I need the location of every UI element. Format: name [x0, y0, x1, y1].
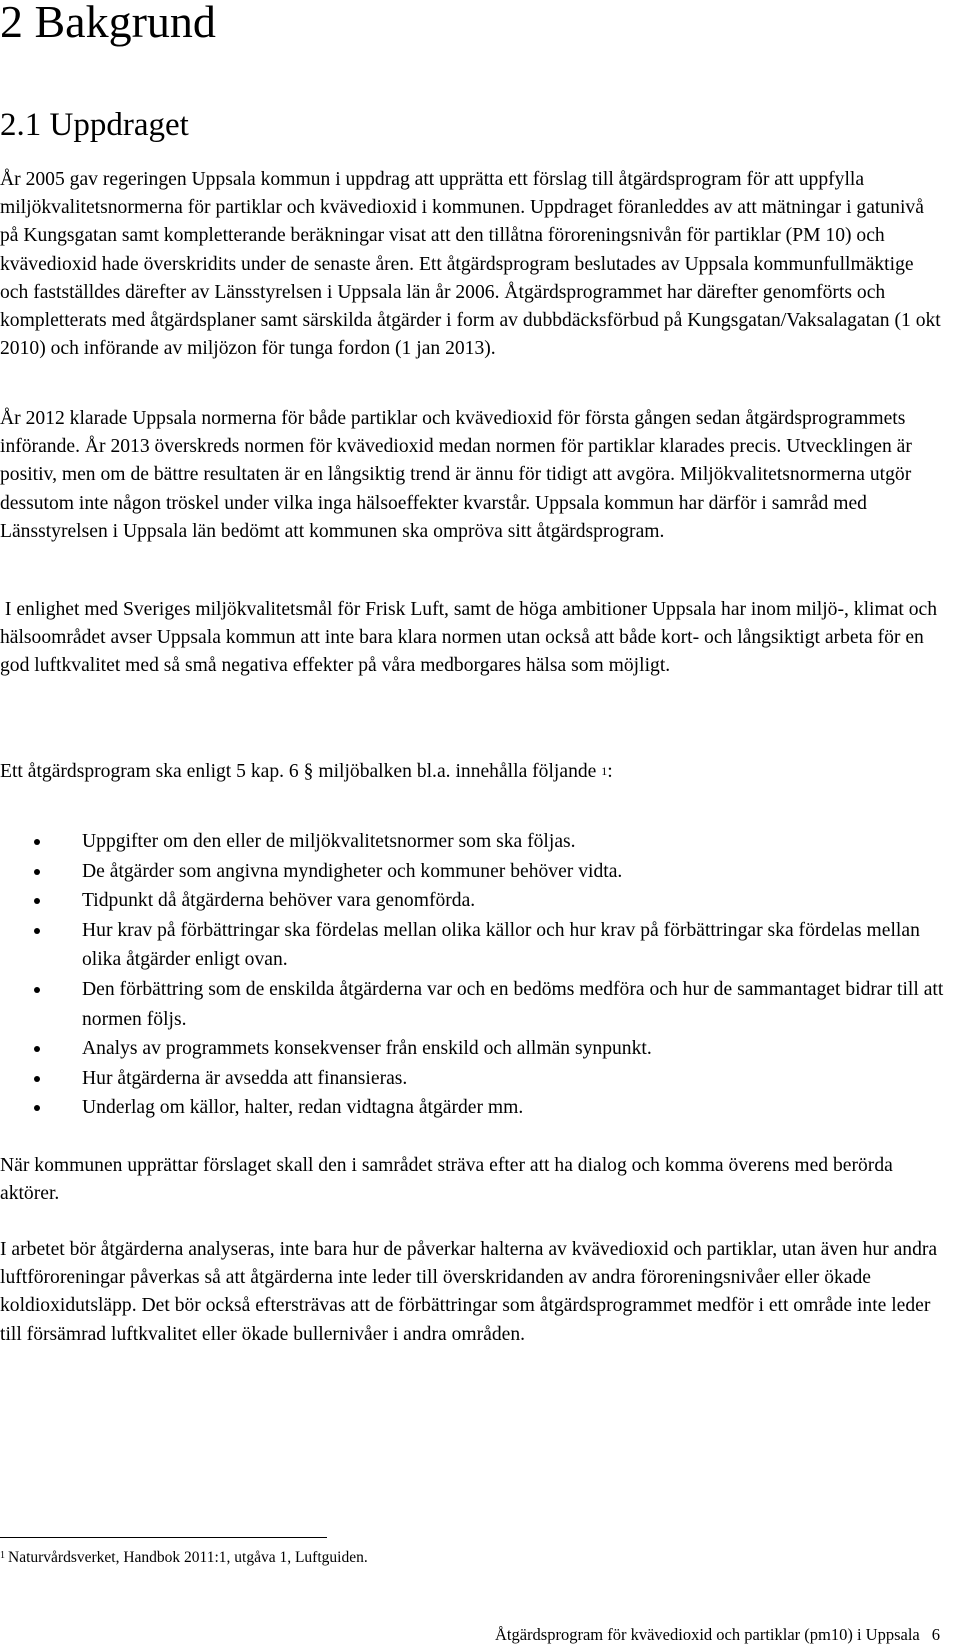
- footnote-text: Naturvårdsverket, Handbok 2011:1, utgåva 1, Luftguiden.: [8, 1549, 368, 1566]
- list-item: De åtgärder som angivna myndigheter och kommuner behöver vidta.: [0, 857, 946, 887]
- footnote-divider: [0, 1537, 327, 1538]
- list-item: Hur åtgärderna är avsedda att finansieras.: [0, 1064, 946, 1094]
- footer-title: Åtgärdsprogram för kvävedioxid och partiklar (pm10) i Uppsala: [494, 1625, 920, 1644]
- paragraph-samrad: När kommunen upprättar förslaget skall den i samrådet sträva efter att ha dialog och komma överens med berörda aktörer.: [0, 1155, 893, 1205]
- footnote-number: 1: [0, 1550, 5, 1561]
- paragraph-lagkrav-end: :: [607, 761, 613, 782]
- section-heading: 2.1 Uppdraget: [0, 107, 189, 143]
- requirements-list: [0, 827, 946, 1123]
- bullet-icon: [34, 839, 40, 845]
- page-number: 6: [931, 1625, 940, 1644]
- paragraph-miljomal: I enlighet med Sveriges miljökvalitetsmål för Frisk Luft, samt de höga ambitioner Uppsala har inom miljö-, klimat och hälsoområdet avser Uppsala kommun att inte bara klara normen utan också att både kort- och långsiktigt arbeta för en god luftkvalitet med så små negativa effekter på våra medborgares hälsa som möjligt.: [0, 599, 942, 677]
- list-item: Den förbättring som de enskilda åtgärderna var och en bedöms medföra och hur de sammantaget bidrar till att normen följs.: [0, 975, 946, 1034]
- page-footer: [495, 1624, 940, 1646]
- paragraph-analys: I arbetet bör åtgärderna analyseras, inte bara hur de påverkar halterna av kvävedioxid och partiklar, utan även hur andra luftföroreningar påverkas så att åtgärderna inte leder till överskridanden av andra föroreningsnivåer eller ökade koldioxidutsläpp. Det bör också eftersträvas att de förbättringar som åtgärdsprogrammet medför i ett område inte leder till försämrad luftkvalitet eller ökade bullernivåer i andra områden.: [0, 1239, 938, 1345]
- paragraph-lagkrav: [0, 758, 946, 786]
- bullet-icon: [34, 1076, 40, 1082]
- footnote: [0, 1547, 368, 1569]
- paragraph-lagkrav-text: Ett åtgärdsprogram ska enligt 5 kap. 6 § miljöbalken bl.a. innehålla följande: [0, 761, 597, 782]
- chapter-heading: 2 Bakgrund: [0, 0, 216, 47]
- bullet-icon: [34, 869, 40, 875]
- bullet-icon: [34, 898, 40, 904]
- list-item: Analys av programmets konsekvenser från enskild och allmän synpunkt.: [0, 1034, 946, 1064]
- list-item: Uppgifter om den eller de miljökvalitetsnormer som ska följas.: [0, 827, 946, 857]
- bullet-icon: [34, 987, 40, 993]
- list-item: Hur krav på förbättringar ska fördelas mellan olika källor och hur krav på förbättringar ska fördelas mellan olika åtgärder enligt ovan.: [0, 916, 946, 975]
- list-item: Underlag om källor, halter, redan vidtagna åtgärder mm.: [0, 1093, 946, 1123]
- bullet-icon: [34, 1105, 40, 1111]
- paragraph-resultat: År 2012 klarade Uppsala normerna för både partiklar och kvävedioxid för första gången sedan åtgärdsprogrammets införande. År 2013 överskreds normen för kvävedioxid medan normen för partiklar klarades precis. Utvecklingen är positiv, men om de bättre resultaten är en långsiktig trend är ännu för tidigt att avgöra. Miljökvalitetsnormerna utgör dessutom inte någon tröskel under vilka inga hälsoeffekter kvarstår. Uppsala kommun har därför i samråd med Länsstyrelsen i Uppsala län bedömt att kommunen ska ompröva sitt åtgärdsprogram.: [0, 408, 912, 542]
- bullet-icon: [34, 928, 40, 934]
- bullet-icon: [34, 1046, 40, 1052]
- list-item: Tidpunkt då åtgärderna behöver vara genomförda.: [0, 886, 946, 916]
- paragraph-uppdraget: År 2005 gav regeringen Uppsala kommun i uppdrag att upprätta ett förslag till åtgärdsprogram för att uppfylla miljökvalitetsnormerna för partiklar och kvävedioxid i kommunen. Uppdraget föranleddes av att mätningar i gatunivå på Kungsgatan samt kompletterande beräkningar visat att den tillåtna föroreningsnivån för partiklar (PM 10) och kvävedioxid hade överskridits under de senaste åren. Ett åtgärdsprogram beslutades av Uppsala kommunfullmäktige och fastställdes därefter av Länsstyrelsen i Uppsala län år 2006. Åtgärdsprogrammet har därefter genomförts och kompletterats med åtgärdsplaner samt särskilda åtgärder i form av dubbdäcksförbud på Kungsgatan/Vaksalagatan (1 okt 2010) och införande av miljözon för tunga fordon (1 jan 2013).: [0, 169, 941, 360]
- footnote-reference[interactable]: 1: [601, 764, 608, 778]
